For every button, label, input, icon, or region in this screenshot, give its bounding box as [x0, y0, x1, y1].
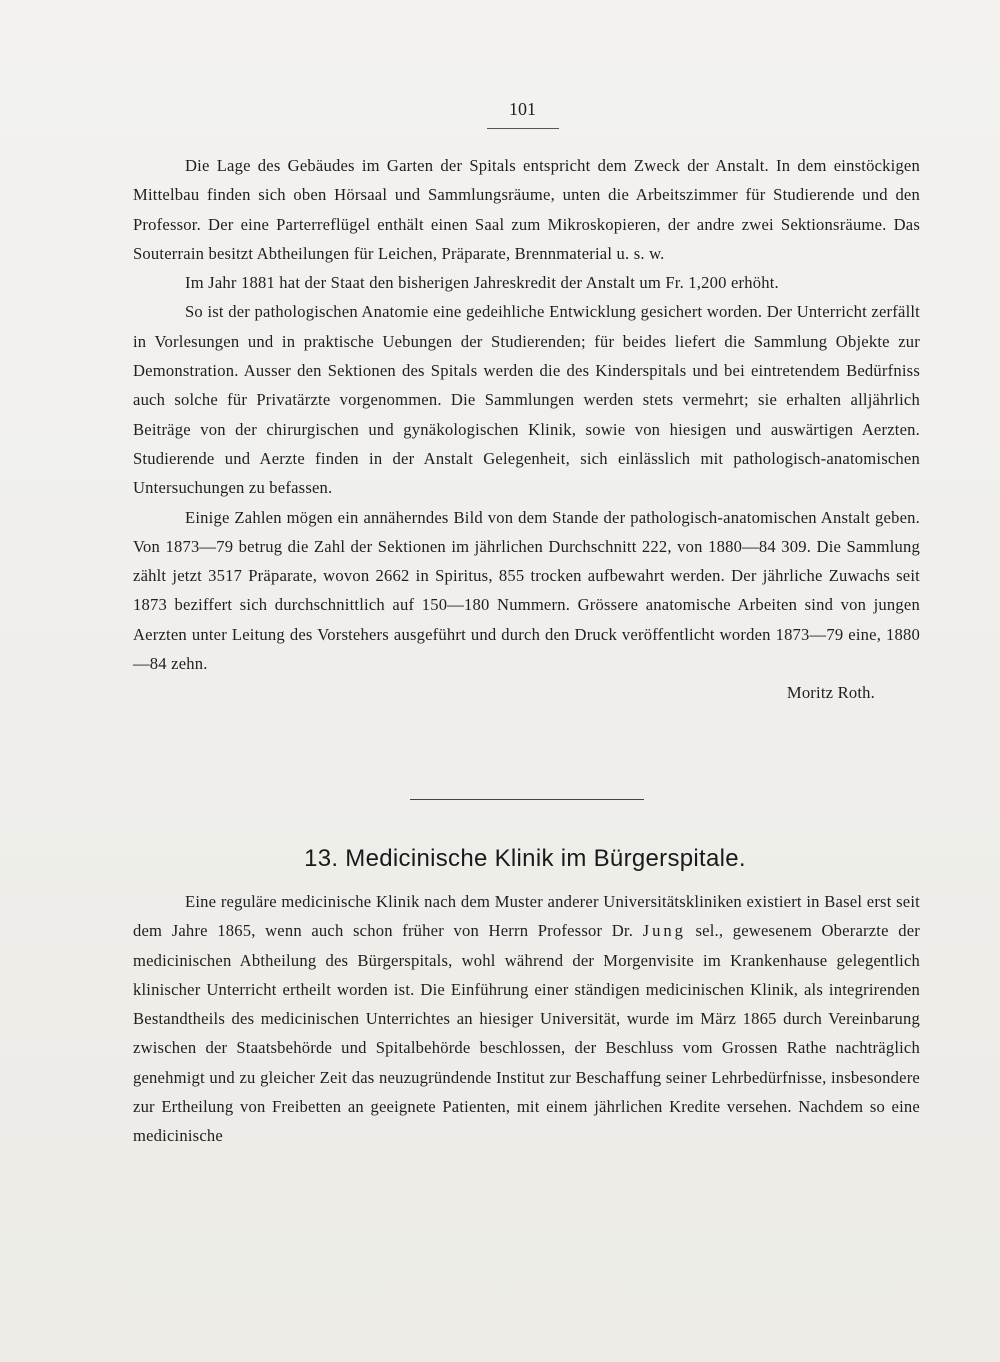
page-number: 101 — [509, 99, 536, 119]
clinic-text-rest: sel., gewesenem Oberarzte der medicinischen Abtheilung des Bürgerspitals, wohl während der Morgenvisite im Krankenhause gelegentlich klinischer Unterricht ertheilt worden ist. Die Einführung einer ständigen medicinischen Klinik, als integrirenden Bestandtheils des medicinischen Unterrichtes an hiesiger Universität, wurde im März 1865 durch Vereinbarung zwischen der Staatsbehörde und Spitalbehörde beschlossen, der Beschluss vom Grossen Rathe nachträglich genehmigt und zu gleicher Zeit das neuzugründende Institut zur Beschaffung seiner Lehrbedürfnisse, insbesondere zur Ertheilung von Freibetten an geeignete Patienten, mit einem jährlichen Kredite versehen. Nachdem so eine medicinische — [133, 921, 920, 1146]
paragraph-annual-credit: Im Jahr 1881 hat der Staat den bisherigen Jahreskredit der Anstalt um Fr. 1,200 erhöht. — [185, 273, 779, 293]
clinic-section-text — [133, 887, 920, 1151]
header-rule — [487, 128, 559, 129]
clinic-text-start: Eine reguläre medicinische Klinik nach dem Muster anderer Universitätskliniken existiert in Basel erst seit dem Jahre 1865, wenn auch schon früher von Herrn Professor Dr. — [133, 892, 920, 941]
paragraph-instruction: So ist der pathologischen Anatomie eine gedeihliche Entwicklung gesichert worden. Der Unterricht zerfällt in Vorlesungen und in praktische Uebungen der Studierenden; für beides liefert die Sammlung Objekte zur Demonstration. Ausser den Sektionen des Spitals werden die des Kinderspitals und bei eintretendem Bedürfniss auch solche für Privatärzte vorgenommen. Die Sammlungen werden stets vermehrt; sie erhalten alljährlich Beiträge von der chirurgischen und gynäkologischen Klinik, sowie von hiesigen und auswärtigen Aerzten. Studierende und Aerzte finden in der Anstalt Gelegenheit, sich einlässlich mit pathologisch-anatomischen Untersuchungen zu befassen. — [133, 302, 920, 498]
paragraph-statistics: Einige Zahlen mögen ein annäherndes Bild von dem Stande der pathologisch-anatomischen Anstalt geben. Von 1873—79 betrug die Zahl der Sektionen im jährlichen Durchschnitt 222, von 1880—84 309. Die Sammlung zählt jetzt 3517 Präparate, wovon 2662 in Spiritus, 855 trocken aufbewahrt werden. Der jährliche Zuwachs seit 1873 beziffert sich durchschnittlich auf 150—180 Nummern. Grössere anatomische Arbeiten sind von jungen Aerzten unter Leitung des Vorstehers ausgeführt und durch den Druck veröffentlicht worden 1873—79 eine, 1880—84 zehn. — [133, 507, 920, 674]
paragraph-clinic-history — [133, 887, 920, 1151]
paragraph-building-layout: Die Lage des Gebäudes im Garten der Spitals entspricht dem Zweck der Anstalt. In dem einstöckigen Mittelbau finden sich oben Hörsaal und Sammlungsräume, unten die Arbeitszimmer für Studierende und den Professor. Der eine Parterreflügel enthält einen Saal zum Mikroskopieren, der andre zwei Sektionsräume. Das Souterrain besitzt Abtheilungen für Leichen, Präparate, Brennmaterial u. s. w. — [133, 156, 920, 263]
author-signature: Moritz Roth. — [786, 683, 875, 703]
person-name-jung: Jung — [642, 921, 686, 941]
pathology-section-text — [133, 151, 920, 708]
section-heading: 13. Medicinische Klinik im Bürgerspitale. — [304, 845, 746, 872]
section-divider — [410, 799, 644, 800]
